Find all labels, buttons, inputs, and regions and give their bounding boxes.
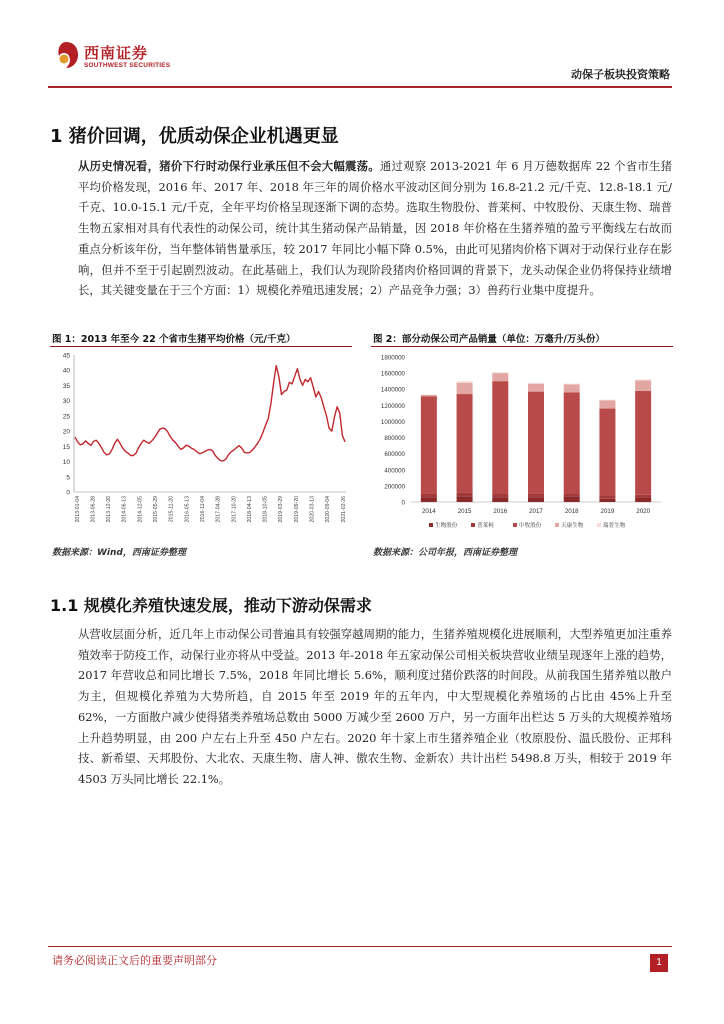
pig-price-line-chart: [50, 347, 352, 539]
paragraph-body: 通过观察 2013-2021 年 6 月万德数据库 22 个省市生猪平均价格发现，2016 年、2017 年、2018 年三年的周价格水平波动区间分别为 16.8-21.2 元/千克、12.8-18.1 元/千克、10.0-15.1 元/千克，全年平均价格呈现逐渐下调的态势。选取生物股份、普莱柯、中牧股份、天康生物、瑞普生物五家相对具有代表性的动保公司，统计其生猪动保产品销量，因 2018 年价格在生猪养殖的盈亏平衡线左右故而重点分析该年份，当年整体销售量承压，较 2017 年同比小幅下降 0.5%，由此可见猪肉价格下调对于动保行业存在影响，但并不至于引起剧烈波动。在此基础上，我们认为现阶段猪肉价格回调的背景下，龙头动保企业仍将保持业绩增长，其关键变量在于三个方面：1）规模化养殖迅速发展；2）产品竞争力强；3）兽药行业集中度提升。: [78, 159, 672, 298]
x-tick-label: 2017-04-28: [215, 496, 222, 523]
bar-segment: [635, 391, 651, 495]
bar-segment: [564, 384, 580, 392]
bar-segment: [564, 493, 580, 496]
disclaimer-note: 请务必阅读正文后的重要声明部分: [52, 954, 217, 967]
legend-label: 瑞普生物: [603, 523, 626, 529]
price-series-line: [75, 366, 345, 461]
page-header: [0, 0, 724, 88]
bar-segment: [492, 493, 508, 497]
bar-segment: [599, 496, 615, 499]
document-title: 动保子板块投资策略: [571, 68, 670, 81]
bar-segment: [635, 498, 651, 502]
product-sales-bar-chart: [371, 347, 673, 539]
x-tick-label: 2021-02-26: [340, 496, 347, 523]
x-tick-label: 2018: [564, 508, 579, 515]
subsection-paragraph: 从营收层面分析，近几年上市动保公司普遍具有较强穿越周期的能力，生猪养殖规模化进展顺利，大型养殖更加注重养殖效率于防疫工作，动保行业亦将从中受益。2013 年-2018 年五家动保公司相关板块营收业绩呈现逐年上涨的趋势，2017 年营收总和同比增长 7.5%，2018 年同比增长 5.6%，顺利度过猪价跌落的时间段。从前我国生猪养殖以散户为主，但规模化养殖为大势所趋，自 2015 年至 2019 年的五年内，中大型规模化养殖场的占比由 45%上升至 62%，一方面散户减少使得猪类养殖场总数由 5000 万减少至 2600 万户，另一方面年出栏达 5 万头的大规模养殖场上升趋势明显，由 200 户左右上升至 450 户左右。2020 年十家上市生猪养殖企业（牧原股份、温氏股份、正邦科技、新希望、天邦股份、大北农、天康生物、唐人神、傲农生物、金新农）共计出栏 5498.8 万头，相较于 2019 年 4503 万头同比增长 22.1%。: [78, 627, 672, 786]
x-tick-label: 2014-06-13: [121, 496, 128, 523]
bar-segment: [564, 496, 580, 502]
x-tick-label: 2019: [600, 508, 615, 515]
section-heading: 1 猪价回调，优质动保企业机遇更显: [50, 126, 339, 147]
legend-swatch: [513, 523, 517, 527]
x-tick-label: 2013-06-28: [90, 496, 97, 523]
y-tick-label: 1400000: [380, 386, 405, 394]
y-tick-label: 30: [62, 398, 70, 406]
x-tick-label: 2015-05-29: [153, 496, 160, 523]
bar-segment: [635, 380, 651, 381]
y-tick-label: 0: [66, 489, 70, 497]
logo-emblem-icon: [52, 40, 80, 70]
y-tick-label: 20: [62, 428, 70, 436]
y-tick-label: 600000: [384, 451, 405, 459]
x-tick-label: 2015-11-20: [168, 496, 175, 523]
footer-divider: [48, 946, 672, 947]
bar-segment: [421, 395, 437, 397]
bar-segment: [599, 400, 615, 401]
page-number: 1: [650, 954, 668, 972]
x-tick-label: 2017: [529, 508, 543, 515]
company-logo: [52, 40, 171, 74]
legend-label: 中牧股份: [519, 523, 542, 529]
bar-segment: [492, 373, 508, 381]
legend-swatch: [597, 523, 601, 527]
x-tick-label: 2016-11-04: [199, 496, 206, 523]
y-tick-label: 45: [62, 352, 70, 360]
logo-english-name: SOUTHWEST SECURITIES: [84, 62, 171, 69]
bar-segment: [457, 492, 473, 496]
bar-segment: [528, 392, 544, 494]
bar-segment: [599, 499, 615, 502]
legend-swatch: [555, 523, 559, 527]
y-tick-label: 40: [62, 367, 70, 375]
figure1-source: 数据来源：Wind，西南证券整理: [52, 548, 186, 558]
y-tick-label: 200000: [384, 483, 405, 491]
legend-label: 天康生物: [561, 523, 584, 529]
y-tick-label: 800000: [384, 435, 405, 443]
bar-segment: [635, 495, 651, 498]
y-tick-label: 25: [62, 413, 70, 421]
section-paragraph: [78, 156, 672, 301]
y-tick-label: 10: [62, 459, 70, 467]
bar-segment: [421, 494, 437, 497]
x-tick-label: 2013-01-04: [74, 496, 81, 523]
figure1-caption: 图 1：2013 年至今 22 个省市生猪平均价格（元/千克）: [52, 334, 296, 345]
figure2-source: 数据来源：公司年报，西南证券整理: [373, 548, 518, 558]
x-tick-label: 2018-10-05: [262, 496, 269, 523]
bar-segment: [599, 401, 615, 409]
y-tick-label: 400000: [384, 467, 405, 475]
y-tick-label: 1800000: [380, 354, 405, 362]
y-tick-label: 1600000: [380, 370, 405, 378]
logo-chinese-name: 西南证券: [84, 44, 149, 62]
bar-segment: [421, 497, 437, 502]
y-tick-label: 1000000: [380, 418, 405, 426]
header-divider: [48, 86, 672, 88]
x-tick-label: 2019-09-20: [293, 496, 300, 523]
bar-segment: [421, 396, 437, 493]
y-tick-label: 35: [62, 382, 70, 390]
bar-segment: [457, 383, 473, 394]
figure2-caption: 图 2：部分动保公司产品销量（单位：万毫升/万头份）: [373, 334, 605, 345]
x-tick-label: 2016-05-13: [184, 496, 191, 523]
x-tick-label: 2014-12-05: [137, 496, 144, 523]
x-tick-label: 2017-10-20: [231, 496, 238, 523]
bar-segment: [599, 409, 615, 496]
x-tick-label: 2013-12-20: [106, 496, 113, 523]
bar-segment: [492, 372, 508, 373]
bar-segment: [528, 384, 544, 392]
legend-swatch: [471, 523, 475, 527]
legend-label: 普莱柯: [477, 523, 494, 529]
bar-segment: [635, 380, 651, 390]
x-tick-label: 2020: [636, 508, 651, 515]
bar-segment: [457, 394, 473, 492]
bar-segment: [528, 494, 544, 497]
bar-segment: [564, 384, 580, 385]
x-tick-label: 2020-09-04: [325, 496, 332, 523]
lead-sentence: 从历史情况看，猪价下行时动保行业承压但不会大幅震荡。: [78, 159, 380, 173]
legend-label: 生物股份: [435, 523, 458, 529]
bar-segment: [492, 497, 508, 502]
bar-segment: [457, 496, 473, 502]
bar-segment: [528, 497, 544, 502]
y-tick-label: 0: [401, 499, 405, 507]
x-tick-label: 2015: [457, 508, 472, 515]
legend-swatch: [429, 523, 433, 527]
subsection-heading: 1.1 规模化养殖快速发展，推动下游动保需求: [50, 596, 372, 615]
bar-segment: [492, 381, 508, 493]
x-tick-label: 2016: [493, 508, 508, 515]
y-tick-label: 5: [66, 474, 70, 482]
bar-segment: [564, 392, 580, 493]
x-tick-label: 2020-03-13: [309, 496, 316, 523]
x-tick-label: 2014: [421, 508, 436, 515]
x-tick-label: 2019-03-29: [278, 496, 285, 523]
y-tick-label: 15: [62, 443, 70, 451]
bar-segment: [457, 381, 473, 383]
y-tick-label: 1200000: [380, 402, 405, 410]
x-tick-label: 2018-04-13: [246, 496, 253, 523]
